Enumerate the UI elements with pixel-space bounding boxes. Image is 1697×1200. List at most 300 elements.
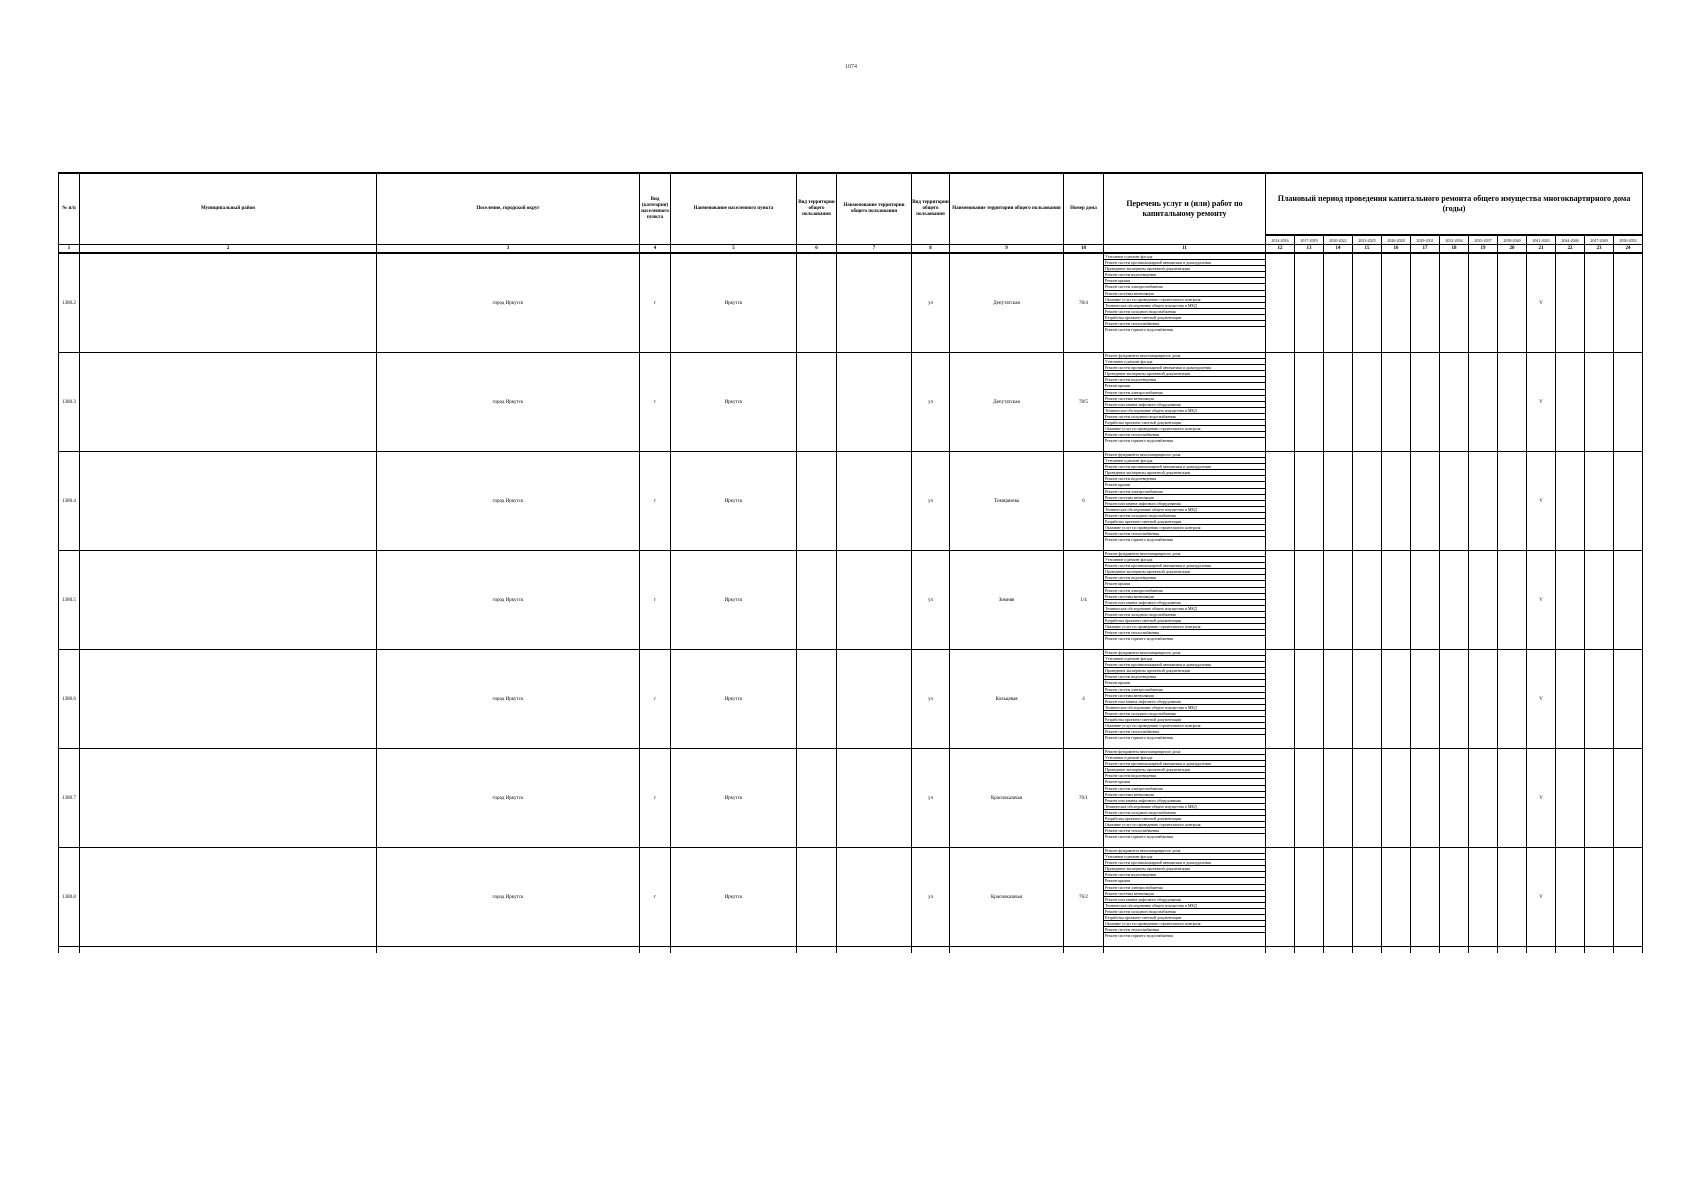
work-item: Ремонт системы вентиляции [1104, 792, 1265, 798]
work-item: Ремонт системы вентиляции [1104, 594, 1265, 600]
period-cell [1440, 452, 1469, 551]
period-cell [1266, 253, 1295, 353]
district-cell [80, 452, 377, 551]
territory-name-cell [837, 452, 912, 551]
street-name-cell: Зимняя [950, 551, 1064, 650]
work-item: Ремонт систем горячего водоснабжения [1105, 636, 1173, 642]
work-item: Ремонт систем водоотведения [1104, 575, 1265, 581]
work-item: Проведение экспертизы проектной документации [1104, 266, 1265, 272]
header-works: Перечень услуг и (или) работ по капитальному ремонту [1104, 173, 1266, 245]
work-item: Разработка проектно-сметной документации [1104, 420, 1265, 426]
continuation-cell [1382, 947, 1411, 954]
work-item: Разработка проектно-сметной документации [1104, 315, 1265, 321]
period-cell [1411, 650, 1440, 749]
column-number: 4 [640, 245, 671, 254]
period-cell [1353, 452, 1382, 551]
period-cell [1266, 848, 1295, 947]
planned-mark: V [1527, 650, 1556, 749]
district-cell [80, 749, 377, 848]
locality-type-cell: г [640, 253, 671, 353]
work-item: Ремонт систем электроснабжения [1104, 489, 1265, 495]
header-territory-name-2: Наименование территории общего пользования [950, 173, 1064, 245]
period-cell [1469, 253, 1498, 353]
column-number: 16 [1382, 245, 1411, 254]
period-cell [1614, 452, 1643, 551]
header-district: Муниципальный район [80, 173, 377, 245]
period-cell [1440, 353, 1469, 452]
work-item: Проведение экспертизы проектной документации [1104, 668, 1265, 674]
period-cell [1295, 253, 1324, 353]
period-cell [1469, 452, 1498, 551]
work-item: Ремонт систем противопожарной автоматики и дымоудаления [1104, 662, 1265, 668]
period-cell [1353, 353, 1382, 452]
header-row [59, 173, 1643, 235]
continuation-cell [1469, 947, 1498, 954]
period-cell [1469, 650, 1498, 749]
period-header: 2035-2037 [1469, 235, 1498, 245]
continuation-cell [1353, 947, 1382, 954]
period-cell [1411, 848, 1440, 947]
work-item: Ремонт систем противопожарной автоматики и дымоудаления [1104, 860, 1265, 866]
period-cell [1324, 551, 1353, 650]
work-item: Проведение экспертизы проектной документации [1104, 371, 1265, 377]
period-cell [1266, 452, 1295, 551]
continuation-cell [1498, 947, 1527, 954]
column-number: 2 [80, 245, 377, 254]
work-item: Ремонт систем электроснабжения [1104, 786, 1265, 792]
work-item: Ремонт систем водоотведения [1104, 377, 1265, 383]
period-cell [1382, 848, 1411, 947]
period-cell [1295, 749, 1324, 848]
territory-type-cell [797, 353, 837, 452]
planned-mark: V [1527, 353, 1556, 452]
column-number: 15 [1353, 245, 1382, 254]
work-item: Ремонт систем теплоснабжения [1104, 729, 1265, 735]
column-number: 3 [377, 245, 640, 254]
period-cell [1498, 353, 1527, 452]
work-item: Ремонт системы вентиляции [1104, 495, 1265, 501]
work-item: Ремонт систем горячего водоснабжения [1105, 735, 1173, 741]
locality-type-cell: г [640, 848, 671, 947]
work-item: Утепление и ремонт фасада [1104, 854, 1265, 860]
continuation-cell [59, 947, 80, 954]
settlement-cell: город Иркутск [377, 650, 640, 749]
territory-name-cell [837, 353, 912, 452]
work-item: Ремонт крыши [1104, 779, 1265, 785]
work-item: Ремонт систем горячего водоснабжения [1105, 327, 1173, 333]
house-number-cell: 76/2 [1064, 848, 1104, 947]
street-type-cell: ул [912, 551, 950, 650]
period-cell [1324, 650, 1353, 749]
work-item: Ремонт или замена лифтового оборудования [1104, 699, 1265, 705]
row-number: 1380.3 [59, 353, 80, 452]
continuation-cell [797, 947, 837, 954]
column-number: 24 [1614, 245, 1643, 254]
work-item: Ремонт систем горячего водоснабжения [1105, 834, 1173, 840]
period-cell [1324, 452, 1353, 551]
column-number: 10 [1064, 245, 1104, 254]
period-cell [1353, 253, 1382, 353]
capital-repair-register-table [58, 172, 1643, 953]
work-item: Утепление и ремонт фасада [1104, 359, 1265, 365]
header-settlement: Поселение, городской округ [377, 173, 640, 245]
period-cell [1353, 650, 1382, 749]
continuation-cell [1411, 947, 1440, 954]
territory-type-cell [797, 253, 837, 353]
continuation-cell [1614, 947, 1643, 954]
work-item: Ремонт систем теплоснабжения [1104, 321, 1265, 327]
column-number: 6 [797, 245, 837, 254]
period-cell [1614, 551, 1643, 650]
period-header: 2023-2025 [1353, 235, 1382, 245]
work-item: Разработка проектно-сметной документации [1104, 618, 1265, 624]
settlement-cell: город Иркутск [377, 848, 640, 947]
continuation-cell [837, 947, 912, 954]
street-type-cell: ул [912, 353, 950, 452]
work-item: Ремонт систем противопожарной автоматики и дымоудаления [1104, 464, 1265, 470]
table-row [59, 452, 1643, 551]
period-cell [1353, 749, 1382, 848]
period-cell [1585, 253, 1614, 353]
settlement-cell: город Иркутск [377, 253, 640, 353]
work-item: Ремонт систем холодного водоснабжения [1104, 810, 1265, 816]
continuation-cell [1527, 947, 1556, 954]
planned-mark: V [1527, 848, 1556, 947]
work-item: Разработка проектно-сметной документации [1104, 816, 1265, 822]
continuation-cell [912, 947, 950, 954]
table-row [59, 848, 1643, 947]
continuation-cell [1556, 947, 1585, 954]
column-number-row [59, 245, 1643, 254]
work-item: Ремонт систем электроснабжения [1104, 390, 1265, 396]
street-type-cell: ул [912, 848, 950, 947]
planned-mark: V [1527, 749, 1556, 848]
column-number: 21 [1527, 245, 1556, 254]
settlement-cell: город Иркутск [377, 353, 640, 452]
period-cell [1382, 253, 1411, 353]
period-cell [1324, 253, 1353, 353]
work-item: Ремонт систем холодного водоснабжения [1104, 612, 1265, 618]
work-item: Ремонт системы вентиляции [1104, 291, 1265, 297]
work-item: Ремонт или замена лифтового оборудования [1104, 798, 1265, 804]
continuation-cell [80, 947, 377, 954]
district-cell [80, 551, 377, 650]
work-item: Оказание услуг по проведению строительного контроля [1104, 723, 1265, 729]
column-number: 5 [671, 245, 797, 254]
continuation-cell [1266, 947, 1295, 954]
work-item: Ремонт системы вентиляции [1104, 396, 1265, 402]
work-item: Ремонт систем теплоснабжения [1104, 927, 1265, 933]
column-number: 13 [1295, 245, 1324, 254]
locality-name-cell: Иркутск [671, 749, 797, 848]
work-item: Ремонт системы вентиляции [1104, 693, 1265, 699]
work-item: Ремонт систем электроснабжения [1104, 588, 1265, 594]
work-item: Ремонт крыши [1104, 680, 1265, 686]
work-item: Утепление и ремонт фасада [1104, 254, 1265, 260]
header-territory-type-1: Вид территории общего пользования [797, 173, 837, 245]
planned-mark: V [1527, 551, 1556, 650]
period-cell [1498, 253, 1527, 353]
work-item: Ремонт систем водоотведения [1104, 272, 1265, 278]
period-cell [1353, 848, 1382, 947]
column-number: 11 [1104, 245, 1266, 254]
territory-type-cell [797, 749, 837, 848]
district-cell [80, 650, 377, 749]
table-row [59, 749, 1643, 848]
period-cell [1353, 551, 1382, 650]
period-cell [1411, 253, 1440, 353]
work-item: Техническое обследование общего имущества в МКД [1104, 408, 1265, 414]
row-number: 1380.5 [59, 551, 80, 650]
district-cell [80, 353, 377, 452]
period-cell [1585, 353, 1614, 452]
locality-name-cell: Иркутск [671, 551, 797, 650]
period-cell [1556, 253, 1585, 353]
work-item: Разработка проектно-сметной документации [1104, 717, 1265, 723]
work-item: Ремонт систем водоотведения [1104, 476, 1265, 482]
row-number: 1380.2 [59, 253, 80, 353]
row-number: 1380.4 [59, 452, 80, 551]
column-number: 17 [1411, 245, 1440, 254]
period-cell [1266, 353, 1295, 452]
period-cell [1614, 848, 1643, 947]
work-item: Ремонт систем противопожарной автоматики и дымоудаления [1104, 260, 1265, 266]
locality-name-cell: Иркутск [671, 452, 797, 551]
street-name-cell: Красноказачья [950, 749, 1064, 848]
house-number-cell: 6 [1064, 452, 1104, 551]
period-cell [1498, 848, 1527, 947]
period-cell [1295, 452, 1324, 551]
territory-type-cell [797, 551, 837, 650]
period-cell [1498, 650, 1527, 749]
work-item: Оказание услуг по проведению строительного контроля [1104, 822, 1265, 828]
work-item: Разработка проектно-сметной документации [1104, 519, 1265, 525]
work-item: Ремонт или замена лифтового оборудования [1104, 600, 1265, 606]
period-cell [1556, 749, 1585, 848]
house-number-cell: 78/5 [1064, 353, 1104, 452]
period-cell [1382, 749, 1411, 848]
work-item: Утепление и ремонт фасада [1104, 656, 1265, 662]
territory-name-cell [837, 551, 912, 650]
work-item: Техническое обследование общего имущества в МКД [1104, 303, 1265, 309]
work-item: Оказание услуг по проведению строительного контроля [1104, 525, 1265, 531]
period-header: 2041-2043 [1527, 235, 1556, 245]
period-header: 2032-2034 [1440, 235, 1469, 245]
column-number: 23 [1585, 245, 1614, 254]
period-cell [1295, 551, 1324, 650]
work-item: Ремонт систем холодного водоснабжения [1104, 513, 1265, 519]
work-item: Ремонт крыши [1104, 581, 1265, 587]
work-item: Ремонт систем теплоснабжения [1104, 828, 1265, 834]
work-item: Ремонт крыши [1104, 278, 1265, 284]
work-item: Ремонт фундамента многоквартирного дома [1104, 452, 1265, 458]
street-type-cell: ул [912, 749, 950, 848]
works-list-cell [1104, 848, 1266, 947]
locality-type-cell: г [640, 650, 671, 749]
period-header: 2050-2052 [1614, 235, 1643, 245]
period-cell [1498, 749, 1527, 848]
works-list-cell [1104, 551, 1266, 650]
period-cell [1295, 353, 1324, 452]
header-territory-name-1: Наименование территории общего пользования [837, 173, 912, 245]
work-item: Оказание услуг по проведению строительного контроля [1104, 426, 1265, 432]
column-number: 14 [1324, 245, 1353, 254]
continuation-cell [1585, 947, 1614, 954]
house-number-cell: 78/4 [1064, 253, 1104, 353]
period-cell [1382, 353, 1411, 452]
period-cell [1295, 650, 1324, 749]
territory-type-cell [797, 848, 837, 947]
locality-type-cell: г [640, 353, 671, 452]
territory-name-cell [837, 650, 912, 749]
continuation-cell [1064, 947, 1104, 954]
work-item: Ремонт систем горячего водоснабжения [1105, 438, 1173, 444]
period-cell [1469, 551, 1498, 650]
table-row [59, 253, 1643, 353]
work-item: Ремонт систем горячего водоснабжения [1105, 933, 1173, 939]
continuation-cell [1324, 947, 1353, 954]
continuation-cell [1440, 947, 1469, 954]
period-header: 2044-2046 [1556, 235, 1585, 245]
work-item: Ремонт систем холодного водоснабжения [1104, 414, 1265, 420]
period-cell [1469, 848, 1498, 947]
work-item: Ремонт или замена лифтового оборудования [1104, 402, 1265, 408]
work-item: Утепление и ремонт фасада [1104, 557, 1265, 563]
period-cell [1324, 749, 1353, 848]
work-item: Ремонт систем противопожарной автоматики и дымоудаления [1104, 563, 1265, 569]
period-cell [1382, 551, 1411, 650]
period-cell [1266, 650, 1295, 749]
column-number: 12 [1266, 245, 1295, 254]
work-item: Ремонт или замена лифтового оборудования [1104, 897, 1265, 903]
work-item: Ремонт крыши [1104, 878, 1265, 884]
period-cell [1266, 551, 1295, 650]
row-number: 1380.8 [59, 848, 80, 947]
street-name-cell: Кольцевая [950, 650, 1064, 749]
settlement-cell: город Иркутск [377, 452, 640, 551]
district-cell [80, 253, 377, 353]
period-cell [1382, 452, 1411, 551]
work-item: Ремонт систем горячего водоснабжения [1105, 537, 1173, 543]
period-cell [1411, 452, 1440, 551]
period-cell [1324, 848, 1353, 947]
street-name-cell: Депутатская [950, 253, 1064, 353]
works-list-cell [1104, 253, 1266, 353]
works-list-cell [1104, 452, 1266, 551]
work-item: Ремонт систем водоотведения [1104, 872, 1265, 878]
column-number: 19 [1469, 245, 1498, 254]
continuation-cell [1295, 947, 1324, 954]
continuation-cell [671, 947, 797, 954]
work-item: Ремонт систем электроснабжения [1104, 284, 1265, 290]
period-cell [1411, 551, 1440, 650]
works-list-cell [1104, 353, 1266, 452]
work-item: Ремонт систем теплоснабжения [1104, 432, 1265, 438]
period-cell [1556, 353, 1585, 452]
work-item: Ремонт систем электроснабжения [1104, 687, 1265, 693]
work-item: Ремонт систем водоотведения [1104, 773, 1265, 779]
street-name-cell: Депутатская [950, 353, 1064, 452]
header-locality-name: Наименование населенного пункта [671, 173, 797, 245]
period-header: 2038-2040 [1498, 235, 1527, 245]
work-item: Техническое обследование общего имущества в МКД [1104, 507, 1265, 513]
work-item: Техническое обследование общего имущества в МКД [1104, 903, 1265, 909]
period-cell [1614, 749, 1643, 848]
territory-type-cell [797, 650, 837, 749]
period-cell [1556, 551, 1585, 650]
work-item: Проведение экспертизы проектной документации [1104, 767, 1265, 773]
work-item: Утепление и ремонт фасада [1104, 458, 1265, 464]
work-item: Техническое обследование общего имущества в МКД [1104, 606, 1265, 612]
continuation-cell [640, 947, 671, 954]
works-list-cell [1104, 650, 1266, 749]
period-cell [1469, 353, 1498, 452]
work-item: Ремонт систем водоотведения [1104, 674, 1265, 680]
header-planned-period: Плановый период проведения капитального ремонта общего имущества многоквартирного дома (годы) [1266, 173, 1643, 235]
planned-mark: V [1527, 452, 1556, 551]
locality-name-cell: Иркутск [671, 353, 797, 452]
settlement-cell: город Иркутск [377, 749, 640, 848]
period-header: 2020-2022 [1324, 235, 1353, 245]
period-cell [1382, 650, 1411, 749]
period-cell [1440, 253, 1469, 353]
column-number: 18 [1440, 245, 1469, 254]
work-item: Ремонт или замена лифтового оборудования [1104, 501, 1265, 507]
work-item: Ремонт системы вентиляции [1104, 891, 1265, 897]
work-item: Ремонт фундамента многоквартирного дома [1104, 749, 1265, 755]
work-item: Ремонт систем противопожарной автоматики и дымоудаления [1104, 761, 1265, 767]
period-cell [1324, 353, 1353, 452]
table-row [59, 353, 1643, 452]
territory-type-cell [797, 452, 837, 551]
column-number: 22 [1556, 245, 1585, 254]
period-cell [1440, 848, 1469, 947]
period-header: 2029-2031 [1411, 235, 1440, 245]
row-number: 1380.7 [59, 749, 80, 848]
work-item: Ремонт систем противопожарной автоматики и дымоудаления [1104, 365, 1265, 371]
work-item: Ремонт фундамента многоквартирного дома [1104, 650, 1265, 656]
period-cell [1585, 749, 1614, 848]
street-type-cell: ул [912, 253, 950, 353]
period-cell [1440, 551, 1469, 650]
period-cell [1411, 353, 1440, 452]
work-item: Ремонт систем теплоснабжения [1104, 531, 1265, 537]
period-cell [1556, 848, 1585, 947]
period-cell [1440, 650, 1469, 749]
continuation-cell [950, 947, 1064, 954]
work-item: Оказание услуг по проведению строительного контроля [1104, 921, 1265, 927]
work-item: Техническое обследование общего имущества в МКД [1104, 804, 1265, 810]
period-cell [1411, 749, 1440, 848]
works-list-cell [1104, 749, 1266, 848]
work-item: Проведение экспертизы проектной документации [1104, 569, 1265, 575]
row-number: 1380.6 [59, 650, 80, 749]
work-item: Ремонт систем холодного водоснабжения [1104, 711, 1265, 717]
territory-name-cell [837, 253, 912, 353]
column-number: 8 [912, 245, 950, 254]
street-name-cell: Красноказачья [950, 848, 1064, 947]
header-territory-type-2: Вид территории общего пользования [912, 173, 950, 245]
period-cell [1295, 848, 1324, 947]
period-header: 2047-2049 [1585, 235, 1614, 245]
house-number-cell: 76/1 [1064, 749, 1104, 848]
table-row [59, 551, 1643, 650]
continuation-cell [377, 947, 640, 954]
locality-type-cell: г [640, 749, 671, 848]
column-number: 9 [950, 245, 1064, 254]
work-item: Ремонт систем электроснабжения [1104, 885, 1265, 891]
column-number: 7 [837, 245, 912, 254]
